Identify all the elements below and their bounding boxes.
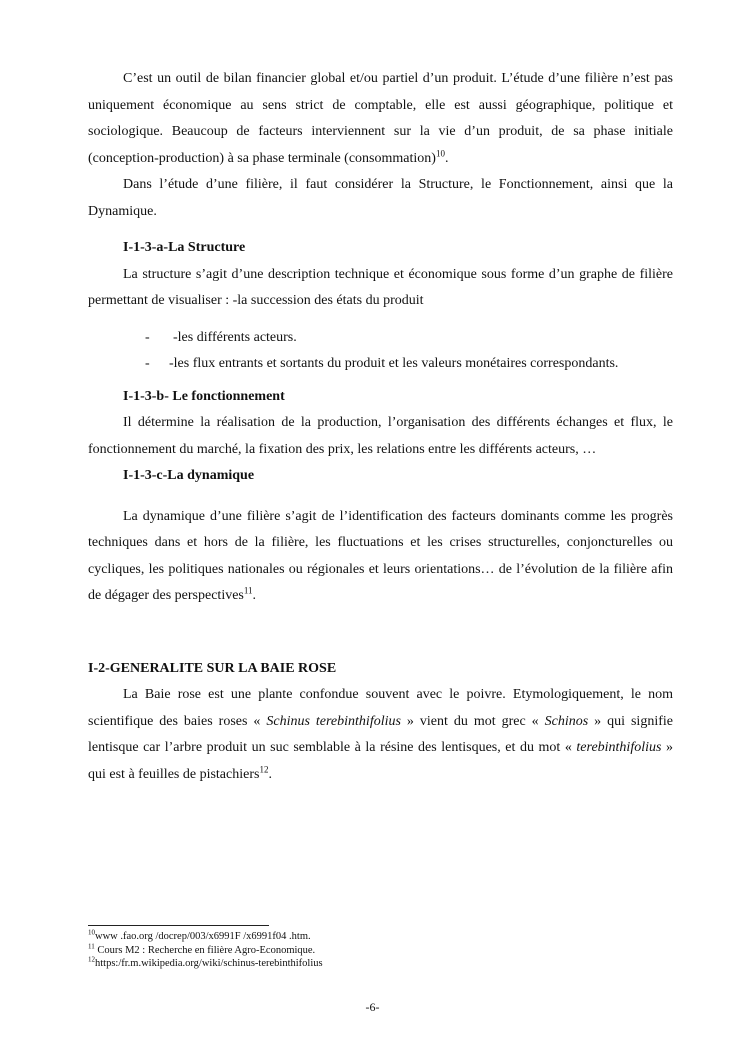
list-item: - -les différents acteurs. [145, 329, 297, 345]
footnote-12: $^{12}$https:/fr.m.wikipedia.org/wiki/schinus-terebinthifolius [88, 955, 323, 969]
footnote-ref-11[interactable]: 11 [243, 585, 253, 596]
footnote-separator [88, 925, 269, 926]
fonctionnement-heading: I-1-3-b- Le fonctionnement [123, 388, 285, 404]
dynamique-heading: I-1-3-c-La dynamique [123, 468, 255, 483]
page-number: -6- [365, 1000, 380, 1014]
footnote-ref-12[interactable]: 12 [259, 763, 269, 774]
footnote-ref-10[interactable]: 10 [435, 147, 445, 158]
footnote-10: $^{10}$www .fao.org /docrep/003/x6991F /x6991f04 .htm. [88, 928, 311, 942]
intro-paragraph-1: C’est un outil de bilan financier global et/ou partiel d’un produit. L’étude d’une filière n’est pas uniquement économique au sens strict de comptable, elle est aussi géographique, politique et sociologique. Beaucoup de facteurs interviennent sur la vie d’un produit, de sa phase initiale (conception-production) à sa phase terminale (consommation)$^{10}$. [88, 71, 673, 166]
intro-paragraph-2: Dans l’étude d’une filière, il faut considérer la Structure, le Fonctionnement, ainsi que la Dynamique. [88, 177, 673, 219]
structure-list [88, 325, 673, 378]
greek-word: Schinos [544, 713, 589, 729]
structure-paragraph: La structure s’agit d’une description technique et économique sous forme d’un graphe de filière permettant de visualiser : -la succession des états du produit [88, 266, 673, 308]
intro-text-1: C’est un outil de bilan financier global et/ou partiel d’un produit. L’étude d’une filière n’est pas uniquement économique au sens strict de comptable, elle est aussi géographique, politique et sociologique. Beaucoup de facteurs interviennent sur la vie d’un produit, de sa phase initiale (conception-production) à sa phase terminale (consommation) [88, 71, 673, 166]
list-item: - -les flux entrants et sortants du produit et les valeurs monétaires correspondants. [145, 356, 619, 371]
page-body [88, 66, 673, 788]
structure-heading: I-1-3-a-La Structure [123, 240, 246, 255]
dynamique-paragraph: La dynamique d’une filière s’agit de l’identification des facteurs dominants comme les progrès techniques dans et hors de la filière, les fluctuations et les crises structurelles, conjoncturelles ou cycliques, les politiques nationales ou régionales et leurs orientations… de l’évolution de la filière afin de dégager des perspectives$^{11}$. [88, 508, 673, 603]
species-epithet: terebinthifolius [576, 740, 662, 755]
fonctionnement-paragraph: Il détermine la réalisation de la production, l’organisation des différents échanges et flux, le fonctionnement du marché, la fixation des prix, les relations entre les différents acteurs, … [88, 415, 673, 457]
section-heading-baie-rose: I-2-GENERALITE SUR LA BAIE ROSE [88, 660, 337, 676]
footnote-11: $^{11}$ Cours M2 : Recherche en filière Agro-Economique. [88, 942, 316, 956]
footnotes [88, 930, 323, 971]
baie-rose-paragraph: La Baie rose est une plante confondue souvent avec le poivre. Etymologiquement, le nom scientifique des baies roses « Schinus terebinthifolius » vient du mot grec « Schinos » qui signifie lentisque car l’arbre produit un suc semblable à la résine des lentisques, et du mot « terebinthifolius » qui est à feuilles de pistachiers$^{12}$. [88, 687, 674, 782]
scientific-name: Schinus terebinthifolius [266, 713, 401, 729]
